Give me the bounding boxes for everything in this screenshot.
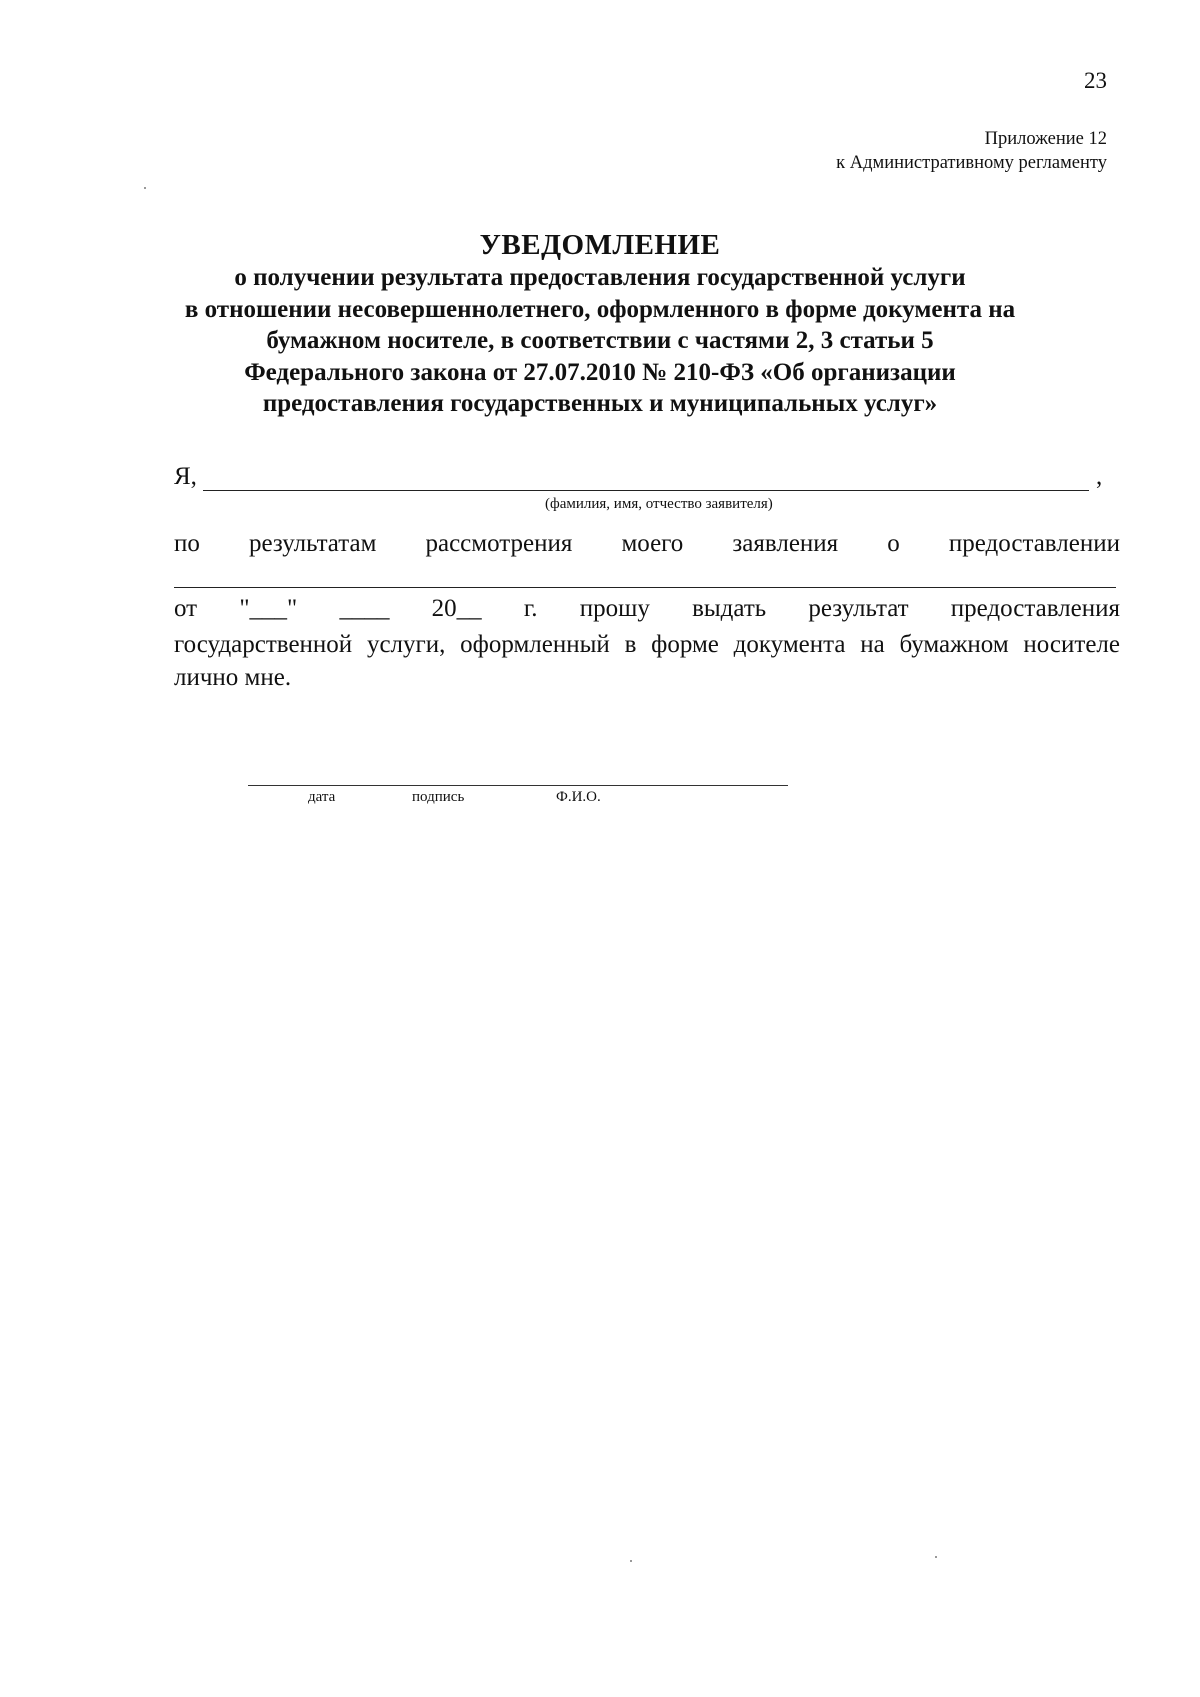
title-line: в отношении несовершеннолетнего, оформленного в форме документа на [184, 295, 1016, 323]
title-line: о получении результата предоставления государственной услуги [234, 264, 966, 291]
title-line: предоставления государственных и муниципальных услуг» [262, 390, 938, 417]
body-word: предоставлении [948, 530, 1120, 557]
body-word: заявления [732, 530, 839, 557]
scan-speck [935, 1556, 937, 1558]
body-word: г. [523, 595, 538, 622]
page-number: 23 [1084, 68, 1107, 93]
body-word: прошу [579, 595, 650, 622]
scan-speck [144, 187, 146, 189]
appendix-reference [836, 127, 1107, 175]
date-label: дата [308, 789, 336, 805]
signature-line[interactable] [248, 785, 788, 786]
ya-label: Я, [174, 463, 197, 490]
appendix-regulation: к Административному регламенту [836, 153, 1107, 173]
comma: , [1096, 463, 1103, 490]
appendix-number: Приложение 12 [984, 129, 1107, 149]
body-paragraph: государственной услуги, оформленный в форме документа на бумажном носителе лично мне. [174, 631, 1120, 691]
title-main: УВЕДОМЛЕНИЕ [479, 229, 721, 261]
body-word: предоставления [950, 595, 1120, 622]
document-title [110, 228, 1090, 420]
body-word: результат [808, 595, 909, 622]
year-field[interactable]: 20__ [431, 595, 482, 622]
body-word: рассмотрения [425, 530, 573, 557]
body-line-2 [174, 595, 1120, 623]
body-line-1 [174, 530, 1120, 558]
application-subject-field[interactable] [174, 587, 1116, 588]
signature-label: подпись [412, 789, 465, 805]
title-line: бумажном носителе, в соответствии с частями 2, 3 статьи 5 [266, 327, 934, 354]
applicant-name-field[interactable] [203, 490, 1089, 491]
body-word: по [174, 530, 200, 557]
body-word: о [887, 530, 900, 557]
body-word: результатам [248, 530, 377, 557]
scan-speck [630, 1560, 632, 1562]
day-field[interactable]: "___" [239, 595, 298, 622]
month-field[interactable]: ____ [339, 595, 390, 622]
title-line: Федерального закона от 27.07.2010 № 210-ФЗ «Об организации [244, 358, 956, 386]
body-word: моего [621, 530, 684, 557]
fio-label: Ф.И.О. [556, 789, 601, 805]
body-word: выдать [692, 595, 767, 622]
name-field-caption: (фамилия, имя, отчество заявителя) [545, 496, 773, 512]
body-word: от [174, 595, 198, 622]
applicant-name-row [174, 463, 1120, 493]
